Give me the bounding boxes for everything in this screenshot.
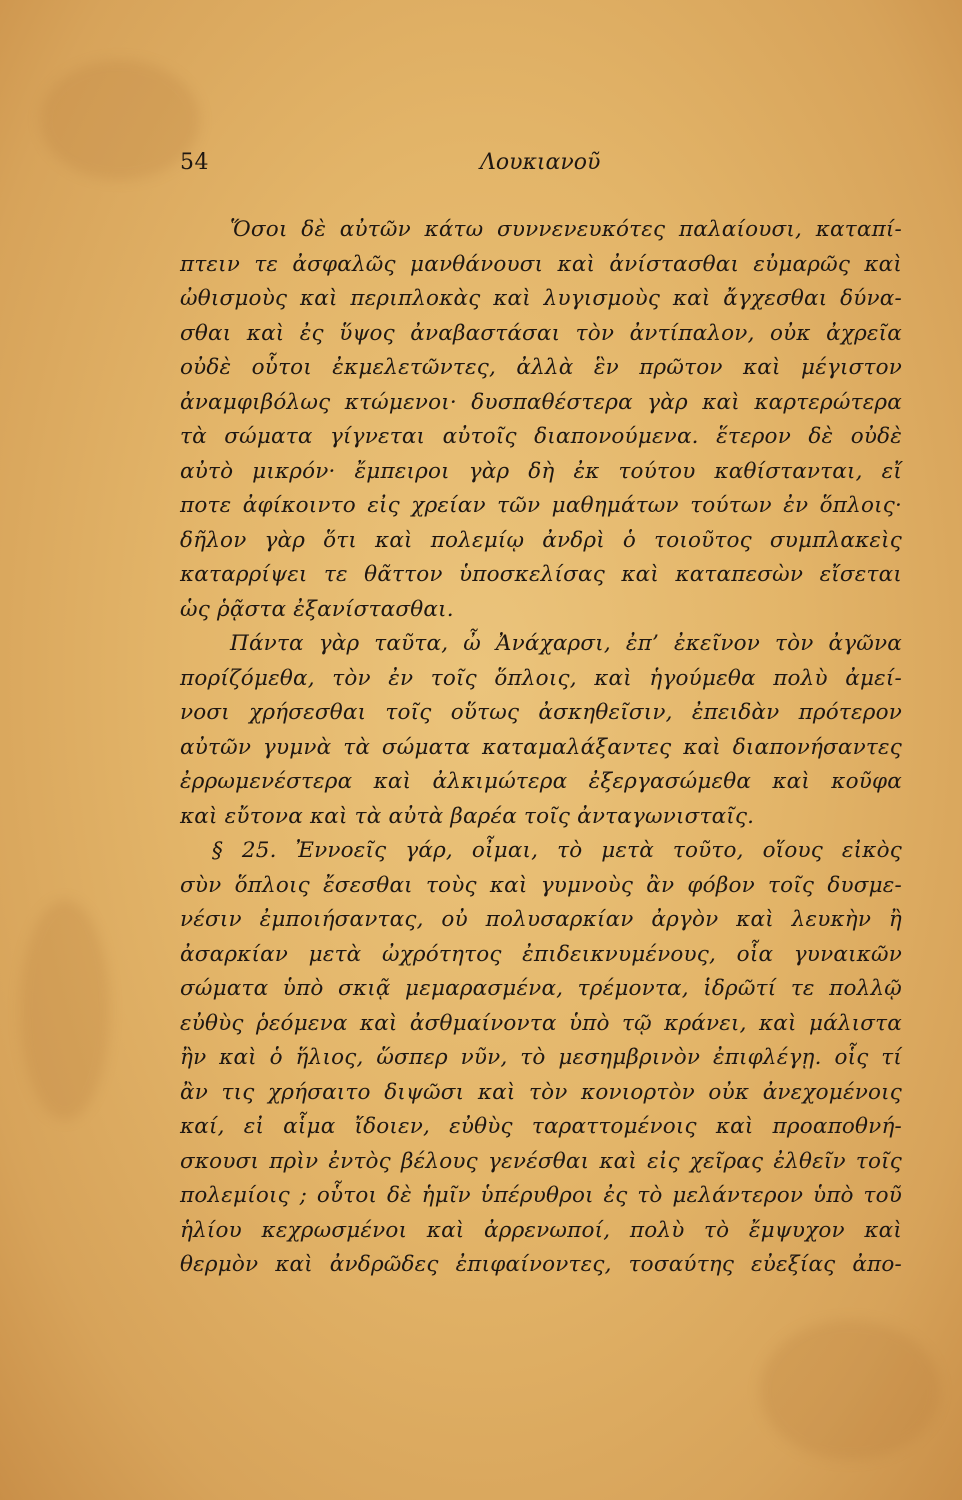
text-line: ἀναμφιβόλως κτώμενοι· δυσπαθέστερα γὰρ καὶ καρτερώτερα bbox=[180, 389, 902, 415]
text-line: σώματα ὑπὸ σκιᾷ μεμαρασμένα, τρέμοντα, ἱδρῶτί τε πολλῷ bbox=[180, 976, 902, 1001]
text-line: Πάντα γὰρ ταῦτα, ὦ Ἀνάχαρσι, ἐπ’ ἐκεῖνον τὸν ἀγῶνα bbox=[230, 631, 902, 656]
text-line: νέσιν ἐμποιήσαντας, οὐ πολυσαρκίαν ἀργὸν καὶ λευκὴν ἢ bbox=[180, 907, 902, 932]
text-line: πολεμίοις ; οὗτοι δὲ ἡμῖν ὑπέρυθροι ἐς τὸ μελάντερον ὑπὸ τοῦ bbox=[180, 1183, 902, 1208]
text-line: πορίζόμεθα, τὸν ἐν τοῖς ὅπλοις, καὶ ἡγούμεθα πολὺ ἀμεί- bbox=[180, 665, 902, 691]
text-line: καὶ εὔτονα καὶ τὰ αὐτὰ βαρέα τοῖς ἀνταγωνισταῖς. bbox=[180, 803, 755, 829]
text-line: αὐτὸ μικρόν· ἔμπειροι γὰρ δὴ ἐκ τούτου καθίστανται, εἴ bbox=[180, 458, 902, 484]
page-number: 54 bbox=[180, 150, 209, 175]
text-line: σκουσι πρὶν ἐντὸς βέλους γενέσθαι καὶ εἰς χεῖρας ἐλθεῖν τοῖς bbox=[180, 1148, 902, 1174]
text-line: πτειν τε ἀσφαλῶς μανθάνουσι καὶ ἀνίστασθαι εὐμαρῶς καὶ bbox=[180, 251, 902, 277]
paper-stain bbox=[760, 1320, 940, 1460]
text-line: ὡς ῥᾷστα ἐξανίστασθαι. bbox=[180, 596, 454, 622]
text-line: αὐτῶν γυμνὰ τὰ σώματα καταμαλάξαντες καὶ διαπονήσαντες bbox=[180, 734, 902, 760]
running-title: Λουκιανοῦ bbox=[480, 150, 601, 175]
text-line: Ὅσοι δὲ αὐτῶν κάτω συννενευκότες παλαίουσι, καταπί- bbox=[230, 217, 902, 242]
section-line: § 25. Ἐννοεῖς γάρ, οἶμαι, τὸ μετὰ τοῦτο, οἵους εἰκὸς bbox=[212, 838, 902, 863]
text-line: σθαι καὶ ἐς ὕψος ἀναβαστάσαι τὸν ἀντίπαλον, οὐκ ἀχρεῖα bbox=[180, 320, 902, 346]
text-line: ἀσαρκίαν μετὰ ὠχρότητος ἐπιδεικνυμένους, οἷα γυναικῶν bbox=[180, 941, 902, 967]
text-line: καταρρίψει τε θᾶττον ὑποσκελίσας καὶ καταπεσὼν εἴσεται bbox=[180, 562, 902, 587]
text-line: ἂν τις χρήσαιτο διψῶσι καὶ τὸν κονιορτὸν οὐκ ἀνεχομένοις bbox=[180, 1079, 902, 1105]
text-line: νοσι χρήσεσθαι τοῖς οὕτως ἀσκηθεῖσιν, ἐπειδὰν πρότερον bbox=[180, 700, 902, 725]
text-line: σὺν ὅπλοις ἔσεσθαι τοὺς καὶ γυμνοὺς ἂν φόβον τοῖς δυσμε- bbox=[180, 872, 902, 898]
text-line: ἐρρωμενέστερα καὶ ἀλκιμώτερα ἐξεργασώμεθα καὶ κοῦφα bbox=[180, 769, 902, 794]
text-line: οὐδὲ οὗτοι ἐκμελετῶντες, ἀλλὰ ἓν πρῶτον καὶ μέγιστον bbox=[180, 355, 902, 380]
text-line: καί, εἰ αἷμα ἴδοιεν, εὐθὺς ταραττομένοις καὶ προαποθνή- bbox=[180, 1114, 902, 1139]
text-line: τὰ σώματα γίγνεται αὐτοῖς διαπονούμενα. ἕτερον δὲ οὐδὲ bbox=[180, 424, 902, 449]
text-line: ὠθισμοὺς καὶ περιπλοκὰς καὶ λυγισμοὺς καὶ ἄγχεσθαι δύνα- bbox=[180, 286, 902, 311]
text-line: εὐθὺς ῥεόμενα καὶ ἀσθμαίνοντα ὑπὸ τῷ κράνει, καὶ μάλιστα bbox=[180, 1010, 902, 1036]
paper-stain bbox=[40, 60, 200, 180]
text-line: ποτε ἀφίκοιντο εἰς χρείαν τῶν μαθημάτων τούτων ἐν ὅπλοις· bbox=[180, 493, 902, 518]
page-header bbox=[180, 150, 900, 190]
text-line: ἡλίου κεχρωσμένοι καὶ ἀρρενωποί, πολὺ τὸ ἔμψυχον καὶ bbox=[180, 1217, 902, 1243]
paper-stain bbox=[20, 900, 110, 1120]
text-line: δῆλον γὰρ ὅτι καὶ πολεμίῳ ἀνδρὶ ὁ τοιοῦτος συμπλακεὶς bbox=[180, 527, 902, 553]
text-line: ἢν καὶ ὁ ἥλιος, ὥσπερ νῦν, τὸ μεσημβρινὸν ἐπιφλέγῃ. οἷς τί bbox=[180, 1045, 902, 1070]
body-text bbox=[180, 213, 902, 1283]
text-line: θερμὸν καὶ ἀνδρῶδες ἐπιφαίνοντες, τοσαύτης εὐεξίας ἀπο- bbox=[180, 1252, 902, 1277]
